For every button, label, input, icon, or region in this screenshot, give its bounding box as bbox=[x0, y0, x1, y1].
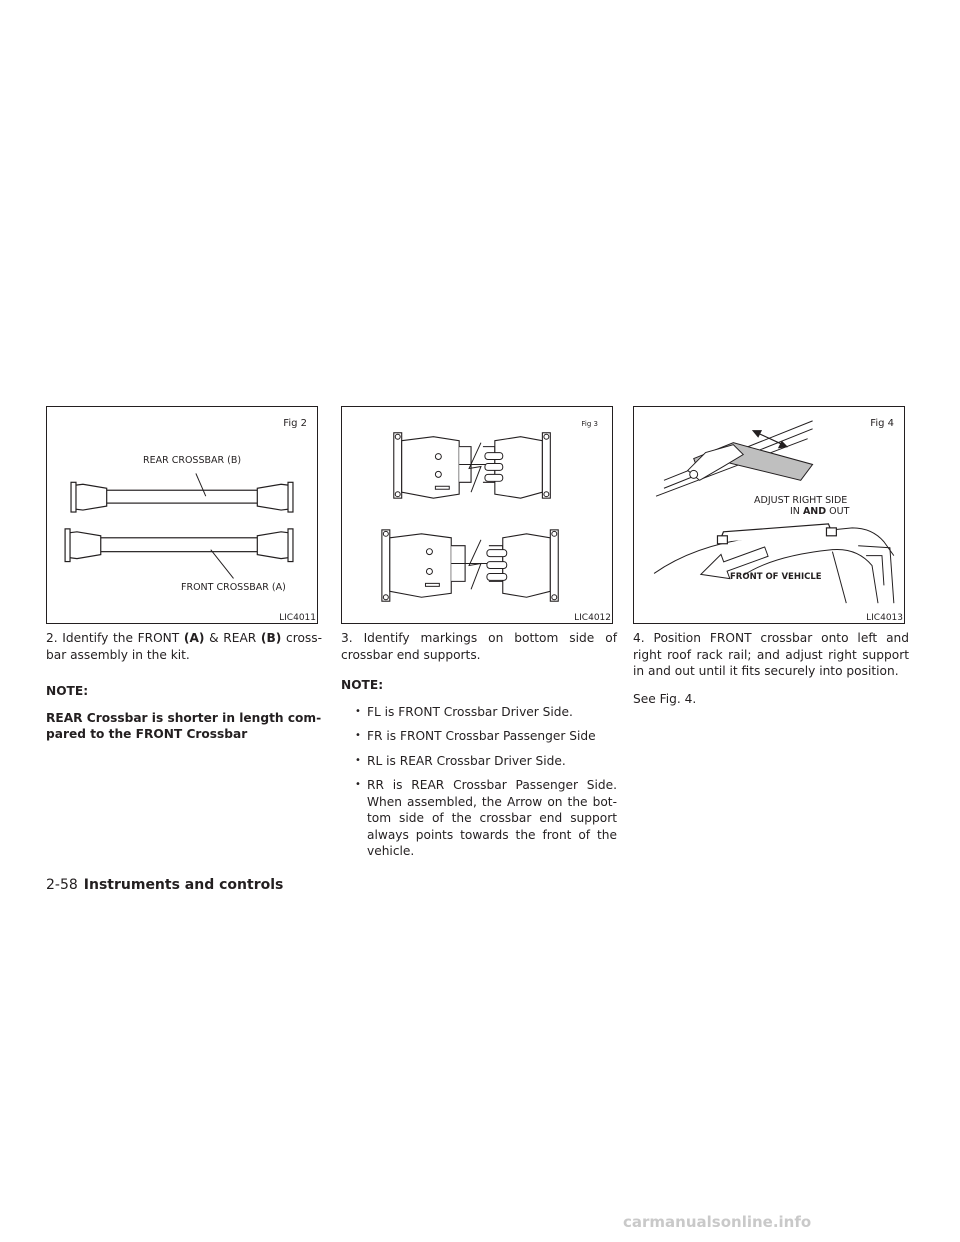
list-item: • FR is FRONT Crossbar Passenger Side bbox=[355, 728, 617, 745]
list-item: • RL is REAR Crossbar Driver Side. bbox=[355, 753, 617, 770]
page-number: 2-58 bbox=[46, 877, 78, 893]
list-item: • FL is FRONT Crossbar Driver Side. bbox=[355, 704, 617, 721]
see-fig-text: See Fig. 4. bbox=[633, 691, 697, 706]
note-heading: NOTE: bbox=[46, 684, 89, 698]
figure-code: LIC4013 bbox=[866, 613, 903, 623]
watermark: carmanualsonline.info bbox=[623, 1213, 812, 1231]
figure-label: Fig 3 bbox=[581, 420, 598, 428]
column-3 bbox=[633, 630, 909, 718]
adjust-in: IN bbox=[790, 506, 803, 517]
figure-code: LIC4012 bbox=[574, 613, 611, 623]
step-4-text: 4. Position FRONT crossbar onto left and right roof rack rail; and adjust right support in and out until it fits securely into position. bbox=[633, 631, 909, 678]
note-body: REAR Crossbar is shorter in length com-pared to the FRONT Crossbar bbox=[46, 710, 322, 741]
adjust-callout bbox=[754, 495, 849, 517]
figure-label: Fig 4 bbox=[870, 418, 894, 429]
page-footer bbox=[46, 877, 283, 893]
figure-2 bbox=[46, 406, 318, 624]
figure-label: Fig 2 bbox=[283, 418, 307, 429]
figure-3 bbox=[341, 406, 613, 624]
front-of-vehicle-callout: FRONT OF VEHICLE bbox=[730, 572, 822, 582]
column-2 bbox=[341, 630, 617, 868]
note-heading: NOTE: bbox=[341, 678, 384, 692]
list-item: • RR is REAR Crossbar Passenger Side. When assembled, the Arrow on the bot-tom side of the crossbar end support always points towards the front of the vehicle. bbox=[355, 777, 617, 860]
end-support-illustration bbox=[342, 407, 612, 623]
figure-code: LIC4011 bbox=[279, 613, 316, 623]
adjust-and: AND bbox=[802, 506, 827, 517]
adjust-out: OUT bbox=[826, 506, 850, 517]
front-crossbar-callout: FRONT CROSSBAR (A) bbox=[181, 582, 286, 593]
step-2-text: 2. Identify the FRONT (A) & REAR (B) cross-bar assembly in the kit. bbox=[46, 631, 323, 662]
section-title: Instruments and controls bbox=[83, 877, 284, 893]
step-3-text: 3. Identify markings on bottom side of crossbar end supports. bbox=[341, 631, 617, 662]
column-1 bbox=[46, 630, 322, 743]
rear-crossbar-callout: REAR CROSSBAR (B) bbox=[143, 455, 242, 466]
adjust-callout-line1: ADJUST RIGHT SIDE bbox=[754, 495, 848, 506]
figure-4 bbox=[633, 406, 905, 624]
marking-list bbox=[341, 704, 617, 860]
